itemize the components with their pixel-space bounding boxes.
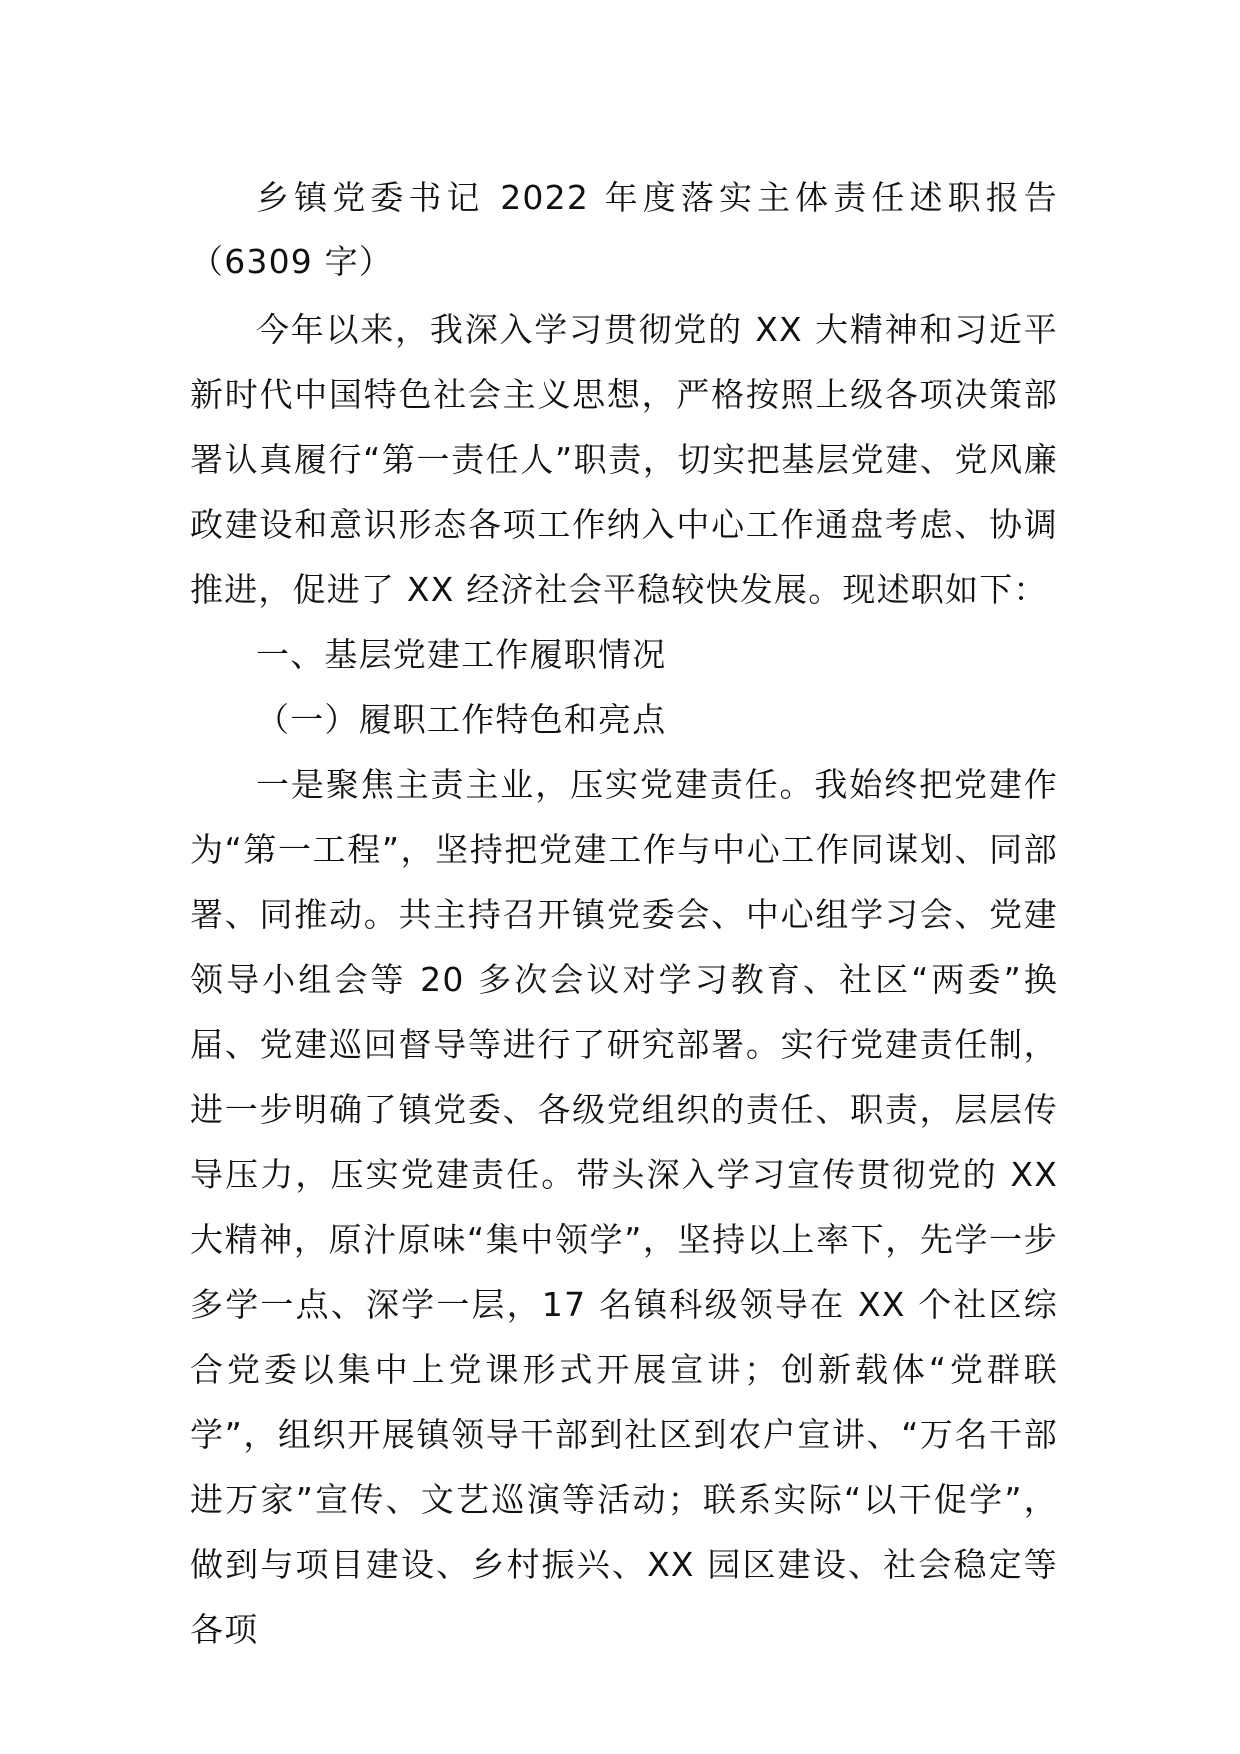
section-heading: 一、基层党建工作履职情况 <box>256 635 667 674</box>
body-paragraph: 一是聚焦主责主业，压实党建责任。我始终把党建作为“第一工程”，坚持把党建工作与中心工作同谋划、同部署、同推动。共主持召开镇党委会、中心组学习会、党建领导小组会等 20 多次会议对学习教育、社区“两委”换届、党建巡回督导等进行了研究部署。实行党建责任制，进一步明确了镇党委、各级党组织的责任、职责，层层传导压力，压实党建责任。带头深入学习宣传贯彻党的 XX 大精神，原汁原味“集中领学”，坚持以上率下，先学一步多学一点、深学一层，17 名镇科级领导在 XX 个社区综合党委以集中上党课形式开展宣讲；创新载体“党群联学”，组织开展镇领导干部到社区到农户宣讲、“万名干部进万家”宣传、文艺巡演等活动；联系实际“以干促学”，做到与项目建设、乡村振兴、XX 园区建设、社会稳定等各项 <box>190 765 1058 1649</box>
document-title: 乡镇党委书记 2022 年度落实主体责任述职报告（6309 字） <box>190 178 1058 281</box>
intro-paragraph: 今年以来，我深入学习贯彻党的 XX 大精神和习近平新时代中国特色社会主义思想，严格按照上级各项决策部署认真履行“第一责任人”职责，切实把基层党建、党风廉政建设和意识形态各项工作纳入中心工作通盘考虑、协调推进，促进了 XX 经济社会平稳较快发展。现述职如下： <box>190 310 1058 609</box>
document-body <box>190 166 1058 1662</box>
subsection-heading: （一）履职工作特色和亮点 <box>256 700 667 739</box>
